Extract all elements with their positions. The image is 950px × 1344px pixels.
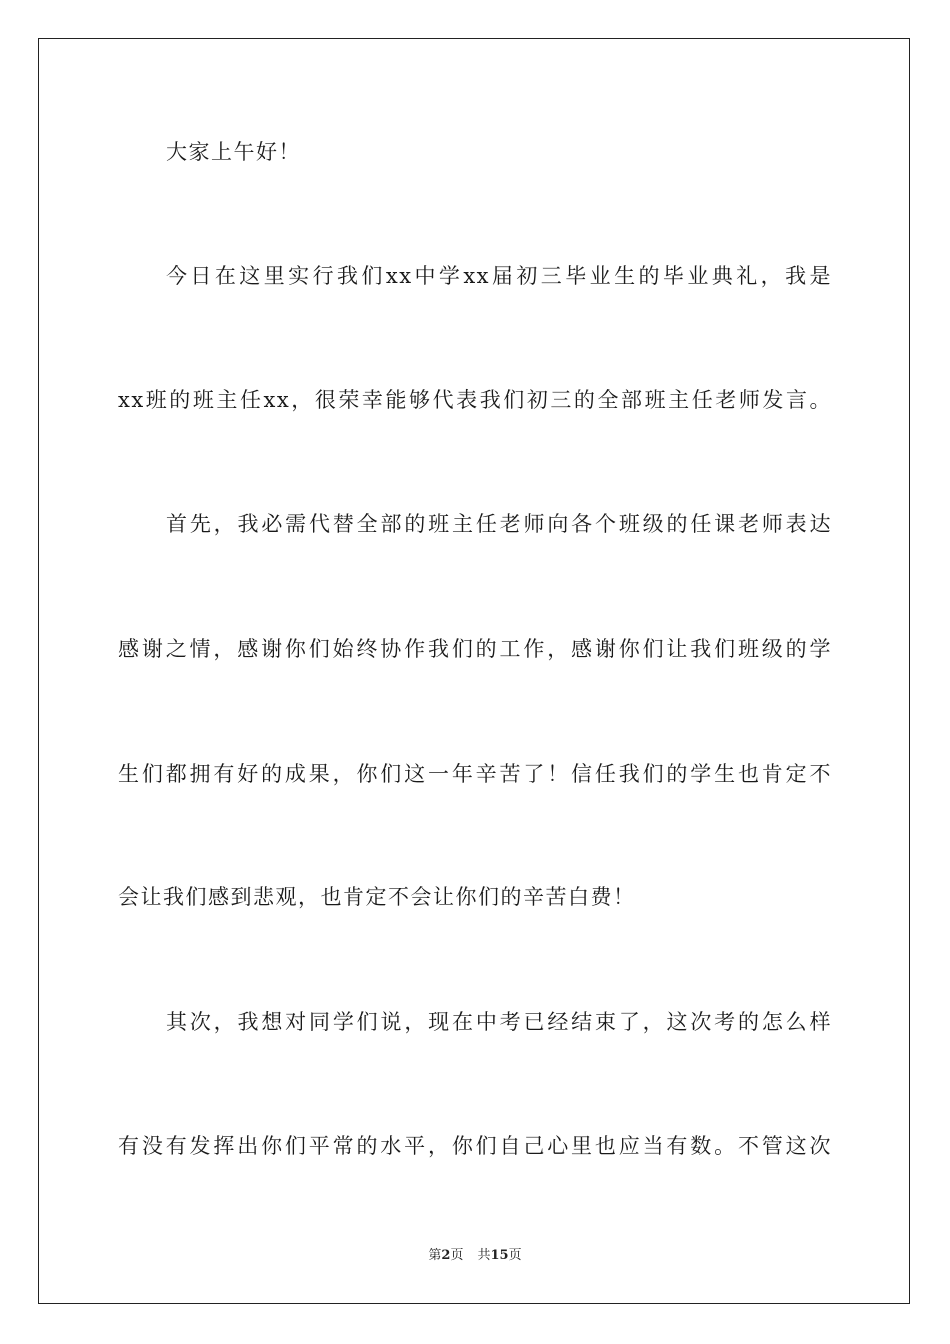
paragraph-1-line-2: xx班的班主任xx，很荣幸能够代表我们初三的全部班主任老师发言。 xyxy=(118,388,832,412)
paragraph-1-line-1: 今日在这里实行我们xx中学xx届初三毕业生的毕业典礼，我是 xyxy=(166,264,832,288)
paragraph-2-line-2: 感谢之情，感谢你们始终协作我们的工作，感谢你们让我们班级的学 xyxy=(118,637,832,661)
paragraph-3-line-2: 有没有发挥出你们平常的水平，你们自己心里也应当有数。不管这次 xyxy=(118,1134,832,1158)
total-suffix: 页 xyxy=(508,1248,522,1263)
paragraph-2-line-4: 会让我们感到悲观，也肯定不会让你们的辛苦白费！ xyxy=(118,885,636,909)
page-border xyxy=(38,38,910,1304)
page-footer xyxy=(0,1247,950,1265)
total-pages: 15 xyxy=(490,1248,509,1263)
paragraph-3-line-1: 其次，我想对同学们说，现在中考已经结束了，这次考的怎么样 xyxy=(166,1010,832,1034)
paragraph-2-line-3: 生们都拥有好的成果，你们这一年辛苦了！信任我们的学生也肯定不 xyxy=(118,762,832,786)
page-prefix: 第 xyxy=(428,1248,442,1263)
page-number: 2 xyxy=(441,1248,451,1263)
paragraph-2-line-1: 首先，我必需代替全部的班主任老师向各个班级的任课老师表达 xyxy=(166,512,832,536)
greeting-line: 大家上午好！ xyxy=(166,140,301,164)
total-prefix: 共 xyxy=(477,1248,491,1263)
page-suffix: 页 xyxy=(450,1248,464,1263)
